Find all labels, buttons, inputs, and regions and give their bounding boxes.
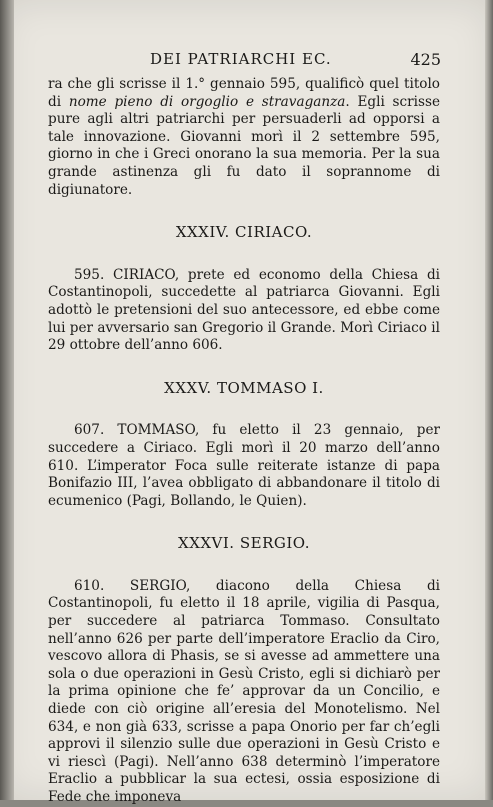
- section-paragraph-ciriaco: 595. CIRIACO, prete ed economo della Chiesa di Costantinopoli, succedette al patriarca Giovanni. Egli adottò le pretensioni del suo antecessore, ed ebbe come lui per avversario san Gregorio il Grande. Morì Ciriaco il 29 ottobre dell’anno 606.: [48, 266, 440, 354]
- section-heading-ciriaco: XXXIV. CIRIACO.: [175, 223, 313, 242]
- section-heading-sergio: XXXVI. SERGIO.: [178, 534, 310, 553]
- page-gutter-shadow: [0, 0, 14, 800]
- intro-text-end: . Egli scrisse pure agli altri patriarchi per persuaderli ad opporsi a tale innovazione. Giovanni morì il 2 settembre 595, giorno in che i Greci onorano la sua memoria. Per la sua grande astinenza gli fu dato il soprannome di digiunatore.: [48, 93, 440, 198]
- page-edge-shadow: [485, 0, 493, 800]
- page-header: [0, 50, 493, 70]
- running-title: DEI PATRIARCHI EC.: [150, 50, 332, 68]
- section-heading-tommaso: XXXV. TOMMASO I.: [164, 378, 324, 397]
- section-paragraph-tommaso: 607. TOMMASO, fu eletto il 23 gennaio, per succedere a Ciriaco. Egli morì il 20 marzo dell’anno 610. L’imperator Foca sulle reiterate istanze di papa Bonifazio III, l’avea obbligato di abbandonare il titolo di ecumenico (Pagi, Bollando, le Quien).: [48, 422, 440, 509]
- intro-text-start: ra che gli scrisse il 1.° gennaio 595, qualificò quel titolo di: [48, 76, 440, 110]
- intro-paragraph: [48, 76, 440, 199]
- intro-italic-phrase: nome pieno di orgoglio e stravaganza: [68, 93, 346, 110]
- page-body: [48, 76, 440, 807]
- page-number: 425: [410, 50, 441, 69]
- section-paragraph-sergio: 610. SERGIO, diacono della Chiesa di Costantinopoli, fu eletto il 18 aprile, vigilia di Pasqua, per succedere al patriarca Tommaso. Consultato nell’anno 626 per parte dell’imperatore Eraclio da Ciro, vescovo allora di Phasis, se si avesse ad ammettere una sola o due operazioni in Gesù Cristo, egli si dichiarò per la prima opinione che fe’ approvar da un Concilio, e diede con ciò origine all’eresia del Monotelismo. Nel 634, e non già 633, scrisse a papa Onorio per far ch’egli approvi il silenzio sulle due operazioni in Gesù Cristo e vi riescì (Pagi). Nell’anno 638 determinò l’imperatore Eraclio a pubblicar la sua ectesi, ossia esposizione di Fede che imponeva: [48, 577, 440, 805]
